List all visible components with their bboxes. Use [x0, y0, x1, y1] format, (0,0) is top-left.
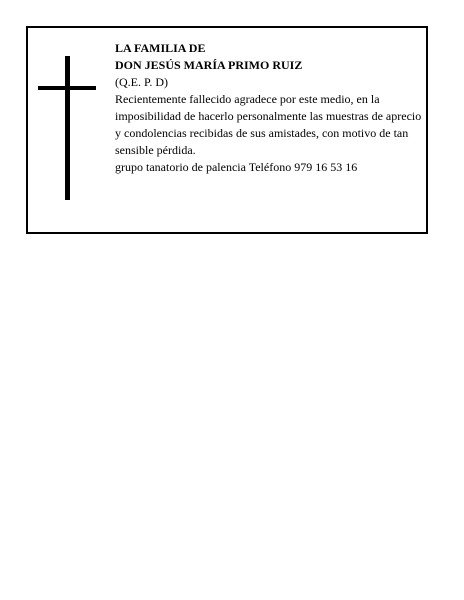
obituary-notice: [26, 26, 428, 234]
family-heading: LA FAMILIA DE: [115, 41, 206, 55]
funeral-home-contact: grupo tanatorio de palencia Teléfono 979 16 53 16: [115, 160, 358, 174]
gratitude-message: Recientemente fallecido agradece por este medio, en la imposibilidad de hacerlo personalmente las muestras de aprecio y condolencias recibidas de sus amistades, con motivo de tan sensible pérdida.: [115, 92, 422, 157]
cross-vertical-bar: [65, 56, 70, 200]
notice-text-block: [115, 40, 423, 176]
rip-abbreviation: (Q.E. P. D): [115, 75, 168, 89]
cross-icon: [38, 56, 96, 200]
deceased-name: DON JESÚS MARÍA PRIMO RUIZ: [115, 58, 303, 72]
cross-horizontal-bar: [38, 86, 96, 90]
